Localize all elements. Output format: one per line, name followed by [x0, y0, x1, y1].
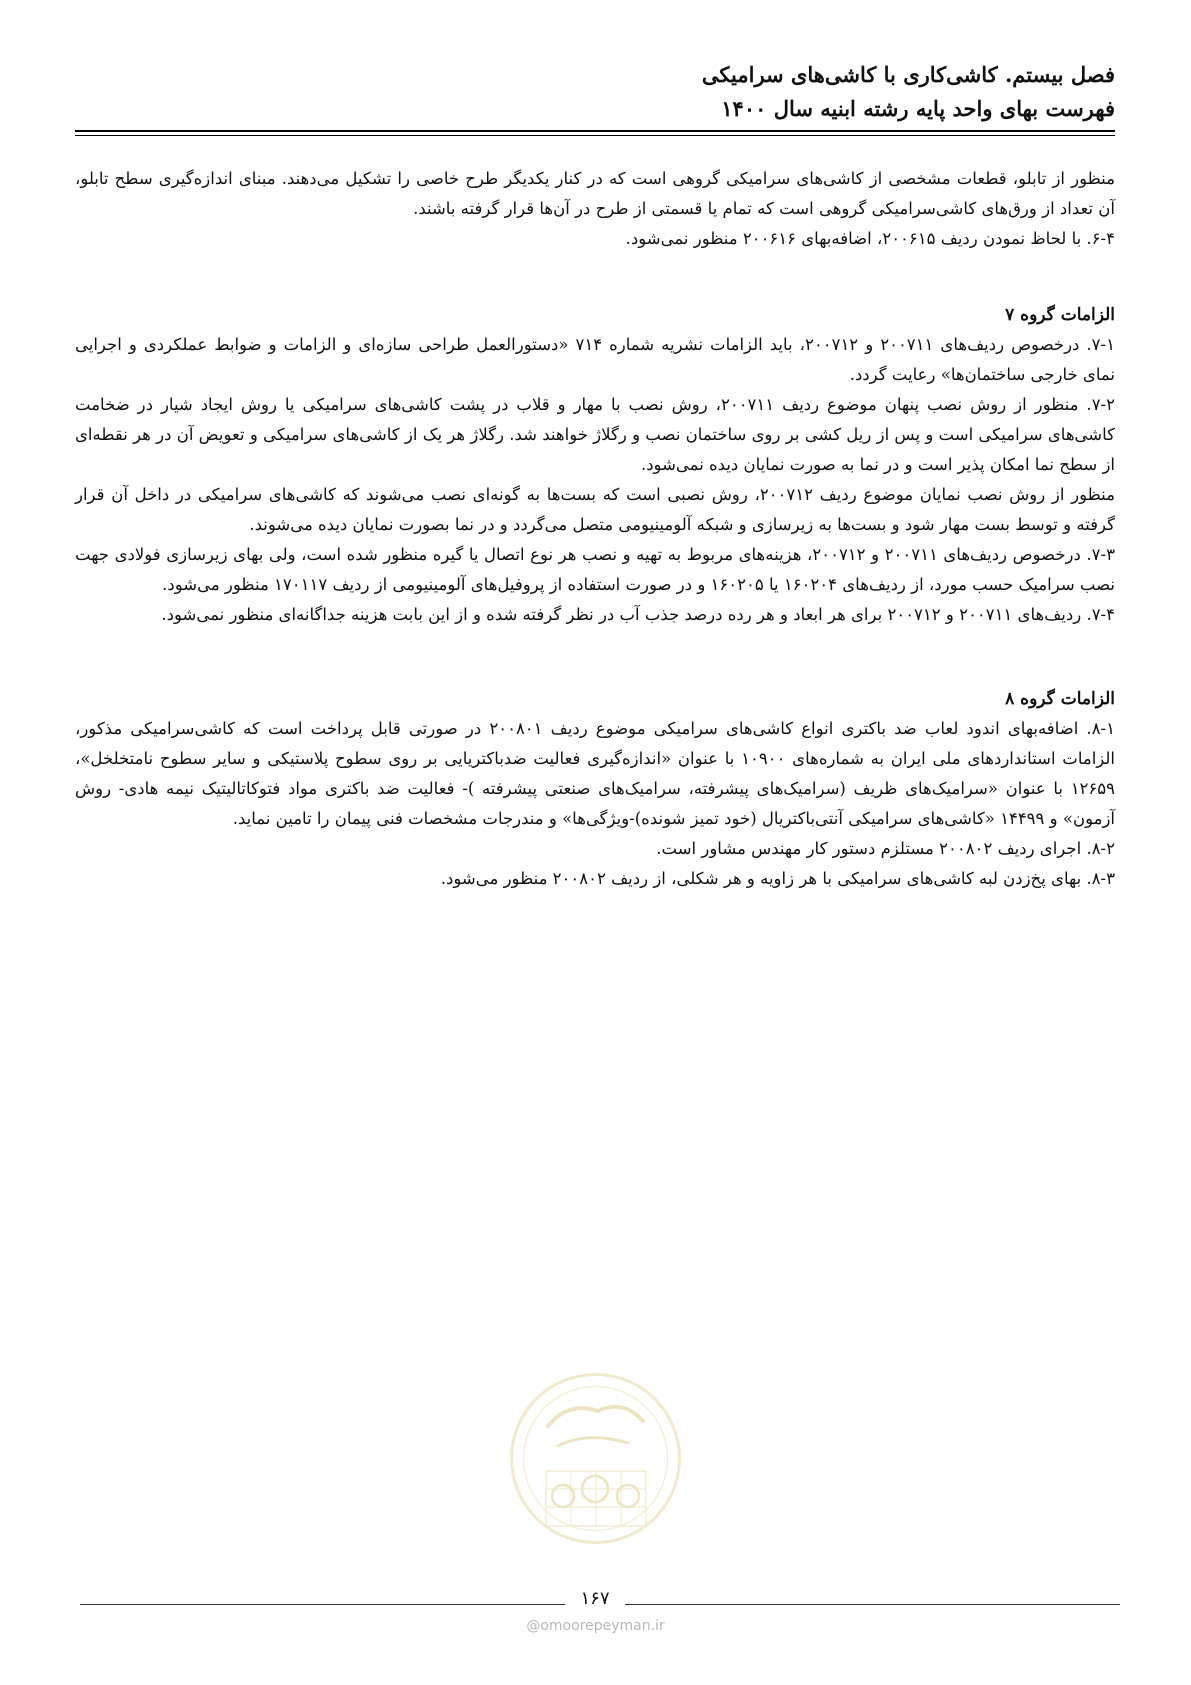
group8-paragraph-3: ۸-۳. بهای پخ‌زدن لبه کاشی‌های سرامیکی با هر زاویه و هر شکلی، از ردیف ۲۰۰۸۰۲ منظور می‌شود. [440, 869, 1115, 888]
group7-paragraph-3: منظور از روش نصب نمایان موضوع ردیف ۲۰۰۷۱۲، روش نصبی است که بست‌ها به گونه‌ای نصب می‌شوند که کاشی‌های سرامیکی در داخل آن قرار گرفته و توسط بست مهار شود و بست‌ها به زیرسازی و شبکه آلومینیومی متصل می‌گردد و در نما بصورت نمایان دیده می‌شوند. [75, 485, 1116, 534]
chapter-title: فصل بیستم. کاشی‌کاری با کاشی‌های سرامیکی [701, 62, 1115, 87]
group7-paragraph-2: ۷-۲. منظور از روش نصب پنهان موضوع ردیف ۲۰۰۷۱۱، روش نصب با مهار و قلاب در پشت کاشی‌های سرامیکی یا روش ایجاد شیار در ضخامت کاشی‌های سرامیکی است و پس از ریل کشی بر روی ساختمان نصب و رگلاژ خواهند شد. رگلاژ هر یک از کاشی‌های سرامیکی و تعویض آن در هر نقطه‌ای از سطح نما امکان پذیر است و در نما به صورت نمایان دیده نمی‌شود. [75, 395, 1115, 474]
group8-heading: الزامات گروه ۸ [1005, 689, 1115, 709]
website-watermark: @omoorepeyman.ir [526, 1618, 665, 1634]
page-body [75, 164, 1115, 894]
page-number: ۱۶۷ [565, 1588, 625, 1609]
group8-paragraph-1: ۸-۱. اضافه‌بهای اندود لعاب ضد باکتری انواع کاشی‌های سرامیکی موضوع ردیف ۲۰۰۸۰۱ در صورتی قابل پرداخت است که کاشی‌سرامیکی مذکور، الزامات استانداردهای ملی ایران به شماره‌های ۱۰۹۰۰ با عنوان «اندازه‌گیری فعالیت ضدباکتریایی بر روی سطوح پلاستیکی و سایر سطوح نامتخلخل»، ۱۲۶۵۹ با عنوان «سرامیک‌های ظریف (سرامیک‌های پیشرفته، سرامیک‌های صنعتی پیشرفته )- فعالیت ضد باکتری مواد فتوکاتالیتیک نیمه هادی- روش آزمون» و ۱۴۴۹۹ «کاشی‌های سرامیکی آنتی‌باکتریال (خود تمیز شونده)-ویژگی‌ها» و مندرجات مشخصات فنی پیمان را تامین نماید. [75, 719, 1115, 828]
group7-paragraph-1: ۷-۱. درخصوص ردیف‌های ۲۰۰۷۱۱ و ۲۰۰۷۱۲، باید الزامات نشریه شماره ۷۱۴ «دستورالعمل طراحی سازه‌ای و الزامات و ضوابط عملکردی و اجرایی نمای خارجی ساختمان‌ها» رعایت گردد. [75, 335, 1115, 384]
group7-paragraph-4: ۷-۳. درخصوص ردیف‌های ۲۰۰۷۱۱ و ۲۰۰۷۱۲، هزینه‌های مربوط به تهیه و نصب هر نوع اتصال یا گیره منظور شده است، ولی بهای زیرسازی فولادی جهت نصب سرامیک حسب مورد، از ردیف‌های ۱۶۰۲۰۴ یا ۱۶۰۲۰۵ و در صورت استفاده از پروفیل‌های آلومینیومی از ردیف ۱۷۰۱۱۷ منظور می‌شود. [75, 545, 1115, 594]
page-header [75, 58, 1115, 126]
intro-paragraph-2: ۶-۴. با لحاظ نمودن ردیف ۲۰۰۶۱۵، اضافه‌بهای ۲۰۰۶۱۶ منظور نمی‌شود. [625, 229, 1115, 248]
watermark-logo-icon [508, 1371, 683, 1546]
group7-paragraph-5: ۷-۴. ردیف‌های ۲۰۰۷۱۱ و ۲۰۰۷۱۲ برای هر ابعاد و هر رده درصد جذب آب در نظر گرفته شده و از این بابت هزینه جداگانه‌ای منظور نمی‌شود. [161, 605, 1115, 624]
group7-heading: الزامات گروه ۷ [1005, 305, 1115, 325]
header-rule-thick [75, 130, 1115, 132]
intro-paragraph-1: منظور از تابلو، قطعات مشخصی از کاشی‌های سرامیکی گروهی است که در کنار یکدیگر طرح خاصی را تشکیل می‌دهند. مبنای اندازه‌گیری سطح تابلو، آن تعداد از ورق‌های کاشی‌سرامیکی گروهی است که تمام یا قسمتی از طرح در آن‌ها قرار گرفته باشند. [75, 169, 1115, 218]
document-title: فهرست بهای واحد پایه رشته ابنیه سال ۱۴۰۰ [721, 96, 1115, 121]
group8-paragraph-2: ۸-۲. اجرای ردیف ۲۰۰۸۰۲ مستلزم دستور کار مهندس مشاور است. [656, 839, 1115, 858]
header-rule-thin [75, 135, 1115, 136]
